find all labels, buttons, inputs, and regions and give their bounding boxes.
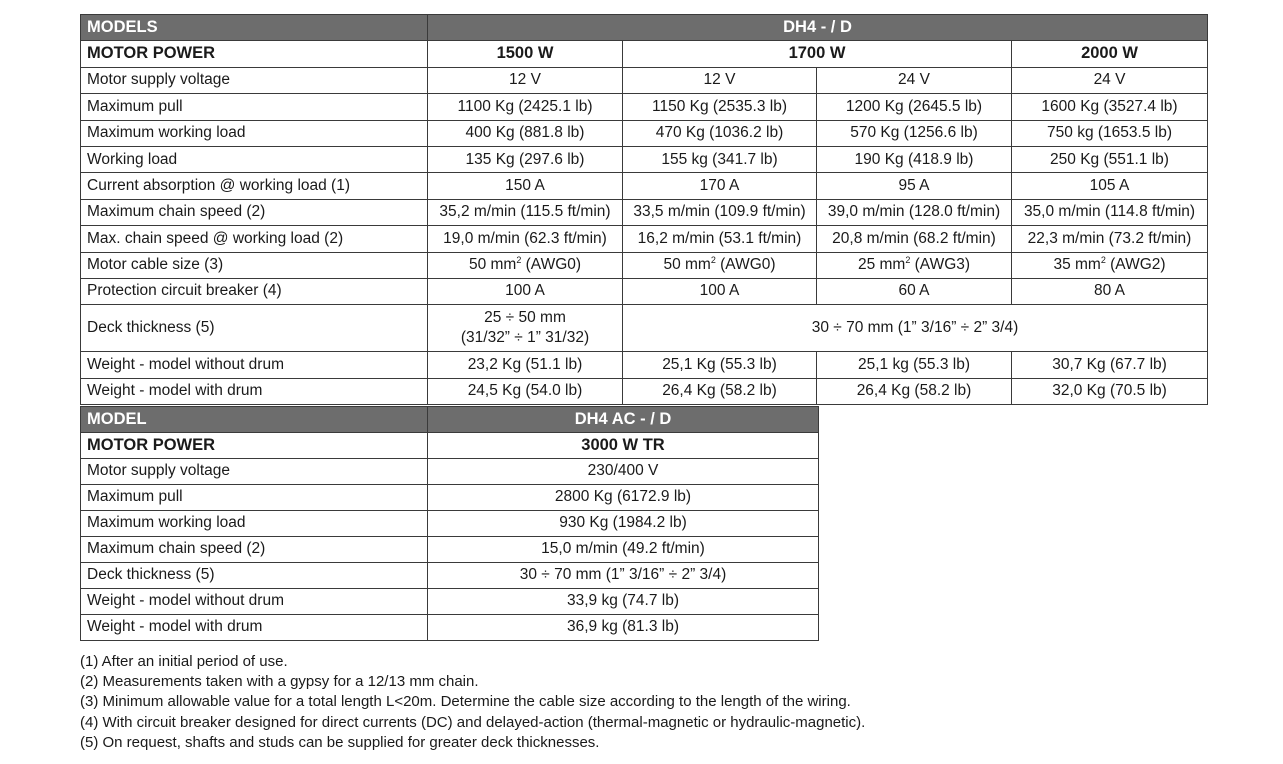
cell: 15,0 m/min (49.2 ft/min): [428, 537, 819, 563]
table-row: [81, 226, 1208, 252]
cable-awg-value: (AWG2): [1105, 256, 1166, 274]
cell: 80 A: [1012, 278, 1208, 304]
cell: 95 A: [817, 173, 1012, 199]
row-label: Max. chain speed @ working load (2): [81, 226, 428, 252]
deck-line-2: (31/32” ÷ 1” 31/32): [460, 329, 590, 347]
row-label: Maximum working load: [81, 120, 428, 146]
row-label: Deck thickness (5): [81, 563, 428, 589]
row-label: Protection circuit breaker (4): [81, 278, 428, 304]
cell: 36,9 kg (81.3 lb): [428, 615, 819, 641]
footnote-2: (2) Measurements taken with a gypsy for a 12/13 mm chain.: [80, 673, 479, 691]
motor-power-row: [81, 41, 1208, 67]
footnotes: [80, 652, 865, 753]
footnote-1: (1) After an initial period of use.: [80, 653, 288, 670]
table-header-row: [81, 15, 1208, 41]
row-label: Current absorption @ working load (1): [81, 173, 428, 199]
cable-size-value: 50 mm: [663, 256, 711, 274]
table-row: [81, 146, 1208, 172]
motor-power-label: MOTOR POWER: [81, 433, 428, 459]
table-row: [81, 563, 819, 589]
cell: 30 ÷ 70 mm (1” 3/16” ÷ 2” 3/4): [428, 563, 819, 589]
cell: 150 A: [428, 173, 623, 199]
cell: 23,2 Kg (51.1 lb): [428, 352, 623, 378]
power-1700: 1700 W: [623, 41, 1012, 67]
cell: 1200 Kg (2645.5 lb): [817, 94, 1012, 120]
table-row: [81, 94, 1208, 120]
cell: 20,8 m/min (68.2 ft/min): [817, 226, 1012, 252]
cell: 1600 Kg (3527.4 lb): [1012, 94, 1208, 120]
cell: 1100 Kg (2425.1 lb): [428, 94, 623, 120]
cell: 35,2 m/min (115.5 ft/min): [428, 199, 623, 225]
model-name-header: DH4 - / D: [428, 15, 1208, 41]
cell: 35,0 m/min (114.8 ft/min): [1012, 199, 1208, 225]
cell: 22,3 m/min (73.2 ft/min): [1012, 226, 1208, 252]
row-label: Maximum working load: [81, 511, 428, 537]
cell: 190 Kg (418.9 lb): [817, 146, 1012, 172]
cell: 60 A: [817, 278, 1012, 304]
cell: [428, 252, 623, 278]
cable-awg-value: (AWG0): [521, 256, 582, 274]
row-label: Maximum chain speed (2): [81, 199, 428, 225]
table-row: [81, 252, 1208, 278]
table-row: [81, 537, 819, 563]
cell: 24 V: [817, 67, 1012, 93]
row-label: Weight - model without drum: [81, 589, 428, 615]
cell: 930 Kg (1984.2 lb): [428, 511, 819, 537]
specs-table-dh4: [80, 14, 1208, 405]
row-label: Working load: [81, 146, 428, 172]
cable-size-value: 50 mm: [468, 256, 517, 274]
deck-line-1: 25 ÷ 50 mm: [484, 309, 566, 327]
cell: 30 ÷ 70 mm (1” 3/16” ÷ 2” 3/4): [623, 305, 1208, 352]
table-row: [81, 589, 819, 615]
table-row: [81, 459, 819, 485]
power-1500: 1500 W: [428, 41, 623, 67]
motor-power-label: MOTOR POWER: [81, 41, 428, 67]
cell: 100 A: [623, 278, 817, 304]
cell: 170 A: [623, 173, 817, 199]
cell: 24,5 Kg (54.0 lb): [428, 378, 623, 404]
cell: 250 Kg (551.1 lb): [1012, 146, 1208, 172]
cell: 105 A: [1012, 173, 1208, 199]
cell: 1150 Kg (2535.3 lb): [623, 94, 817, 120]
motor-power-row: [81, 433, 819, 459]
power-2000: 2000 W: [1012, 41, 1208, 67]
cell: [817, 252, 1012, 278]
cell: 230/400 V: [428, 459, 819, 485]
row-label: Deck thickness (5): [81, 305, 428, 352]
table-row: [81, 278, 1208, 304]
cell: 400 Kg (881.8 lb): [428, 120, 623, 146]
footnote-5: (5) On request, shafts and studs can be supplied for greater deck thicknesses.: [80, 733, 600, 751]
cell: 19,0 m/min (62.3 ft/min): [428, 226, 623, 252]
row-label: Weight - model with drum: [81, 378, 428, 404]
table-row: [81, 352, 1208, 378]
cell: 39,0 m/min (128.0 ft/min): [817, 199, 1012, 225]
model-header: MODEL: [81, 407, 428, 433]
cable-awg-value: (AWG3): [910, 256, 971, 274]
row-label: Weight - model without drum: [81, 352, 428, 378]
models-header: MODELS: [81, 15, 428, 41]
superscript: 2: [1100, 255, 1106, 266]
table-row: [81, 511, 819, 537]
power-3000: 3000 W TR: [428, 433, 819, 459]
table-row: [81, 120, 1208, 146]
cell: 750 kg (1653.5 lb): [1012, 120, 1208, 146]
superscript: 2: [710, 255, 716, 266]
row-label: Motor cable size (3): [81, 252, 428, 278]
cell: 570 Kg (1256.6 lb): [817, 120, 1012, 146]
cell: 470 Kg (1036.2 lb): [623, 120, 817, 146]
row-label: Maximum chain speed (2): [81, 537, 428, 563]
cell: 26,4 Kg (58.2 lb): [623, 378, 817, 404]
cell: 33,5 m/min (109.9 ft/min): [623, 199, 817, 225]
footnote-4: (4) With circuit breaker designed for direct currents (DC) and delayed-action (thermal-magnetic or hydraulic-magnetic).: [80, 713, 866, 731]
cell: 16,2 m/min (53.1 ft/min): [623, 226, 817, 252]
superscript: 2: [516, 255, 522, 266]
cell: [428, 305, 623, 352]
cell: 26,4 Kg (58.2 lb): [817, 378, 1012, 404]
cable-awg-value: (AWG0): [715, 256, 776, 274]
specs-table-dh4-ac: [80, 406, 819, 641]
cell: 25,1 kg (55.3 lb): [817, 352, 1012, 378]
row-label: Motor supply voltage: [81, 67, 428, 93]
row-label: Weight - model with drum: [81, 615, 428, 641]
cell: 33,9 kg (74.7 lb): [428, 589, 819, 615]
table-row: [81, 305, 1208, 352]
cell: 12 V: [623, 67, 817, 93]
row-label: Maximum pull: [81, 485, 428, 511]
table-row: [81, 67, 1208, 93]
cell: [1012, 252, 1208, 278]
row-label: Maximum pull: [81, 94, 428, 120]
table-row: [81, 615, 819, 641]
cable-size-value: 35 mm: [1053, 256, 1101, 274]
superscript: 2: [905, 255, 911, 266]
cable-size-value: 25 mm: [857, 256, 906, 274]
cell: 24 V: [1012, 67, 1208, 93]
row-label: Motor supply voltage: [81, 459, 428, 485]
cell: 2800 Kg (6172.9 lb): [428, 485, 819, 511]
cell: [623, 252, 817, 278]
table-row: [81, 485, 819, 511]
cell: 135 Kg (297.6 lb): [428, 146, 623, 172]
footnote-3: (3) Minimum allowable value for a total length L<20m. Determine the cable size according to the length of the wiring.: [80, 693, 851, 711]
cell: 100 A: [428, 278, 623, 304]
table-header-row: [81, 407, 819, 433]
table-row: [81, 173, 1208, 199]
cell: 32,0 Kg (70.5 lb): [1012, 378, 1208, 404]
table-row: [81, 199, 1208, 225]
cell: 30,7 Kg (67.7 lb): [1012, 352, 1208, 378]
cell: 155 kg (341.7 lb): [623, 146, 817, 172]
model-name-header: DH4 AC - / D: [428, 407, 819, 433]
cell: 12 V: [428, 67, 623, 93]
cell: 25,1 Kg (55.3 lb): [623, 352, 817, 378]
table-row: [81, 378, 1208, 404]
